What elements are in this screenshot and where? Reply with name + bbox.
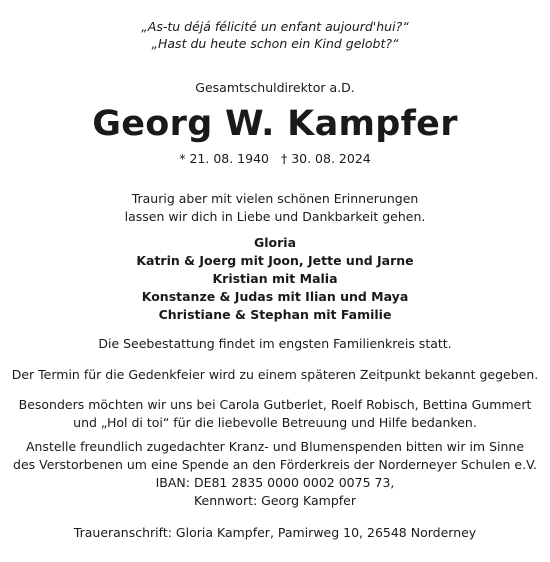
donation-iban: IBAN: DE81 2835 0000 0002 0075 73, bbox=[155, 475, 395, 490]
mourning-text bbox=[0, 190, 550, 226]
deceased-title: Gesamtschuldirektor a.D. bbox=[195, 80, 355, 95]
family-member: Konstanze & Judas mit Ilian und Maya bbox=[141, 289, 409, 304]
burial-note: Die Seebestattung findet im engsten Familienkreis statt. bbox=[98, 336, 452, 351]
donation-line: Anstelle freundlich zugedachter Kranz- und Blumenspenden bitten wir im Sinne bbox=[25, 439, 525, 454]
epigraph bbox=[0, 18, 550, 52]
thanks-line: Besonders möchten wir uns bei Carola Gutberlet, Roelf Robisch, Bettina Gummert bbox=[18, 397, 532, 412]
donation-note bbox=[0, 438, 550, 510]
family-member: Christiane & Stephan mit Familie bbox=[158, 307, 392, 322]
family-member: Kristian mit Malia bbox=[212, 271, 338, 286]
condolence-address: Traueranschrift: Gloria Kampfer, Pamirweg 10, 26548 Norderney bbox=[73, 525, 477, 540]
family-member: Gloria bbox=[253, 235, 297, 250]
family-signatures bbox=[0, 234, 550, 324]
thanks-note bbox=[0, 396, 550, 432]
life-dates bbox=[0, 151, 550, 166]
death-date: † 30. 08. 2024 bbox=[280, 151, 371, 166]
epigraph-line-french: „As-tu déjá félicité un enfant aujourd'hui?“ bbox=[141, 19, 409, 34]
mourning-line: Traurig aber mit vielen schönen Erinnerungen bbox=[131, 191, 419, 206]
deceased-name: Georg W. Kampfer bbox=[92, 104, 458, 144]
birth-date: * 21. 08. 1940 bbox=[179, 151, 269, 166]
memorial-note: Der Termin für die Gedenkfeier wird zu einem späteren Zeitpunkt bekannt gegeben. bbox=[11, 367, 539, 382]
thanks-line: und „Hol di toi“ für die liebevolle Betreuung und Hilfe bedanken. bbox=[73, 415, 477, 430]
mourning-line: lassen wir dich in Liebe und Dankbarkeit gehen. bbox=[124, 209, 426, 224]
donation-line: des Verstorbenen um eine Spende an den Förderkreis der Norderneyer Schulen e.V. bbox=[13, 457, 537, 472]
epigraph-line-german: „Hast du heute schon ein Kind gelobt?“ bbox=[151, 36, 399, 51]
family-member: Katrin & Joerg mit Joon, Jette und Jarne bbox=[136, 253, 414, 268]
donation-keyword: Kennwort: Georg Kampfer bbox=[193, 493, 357, 508]
